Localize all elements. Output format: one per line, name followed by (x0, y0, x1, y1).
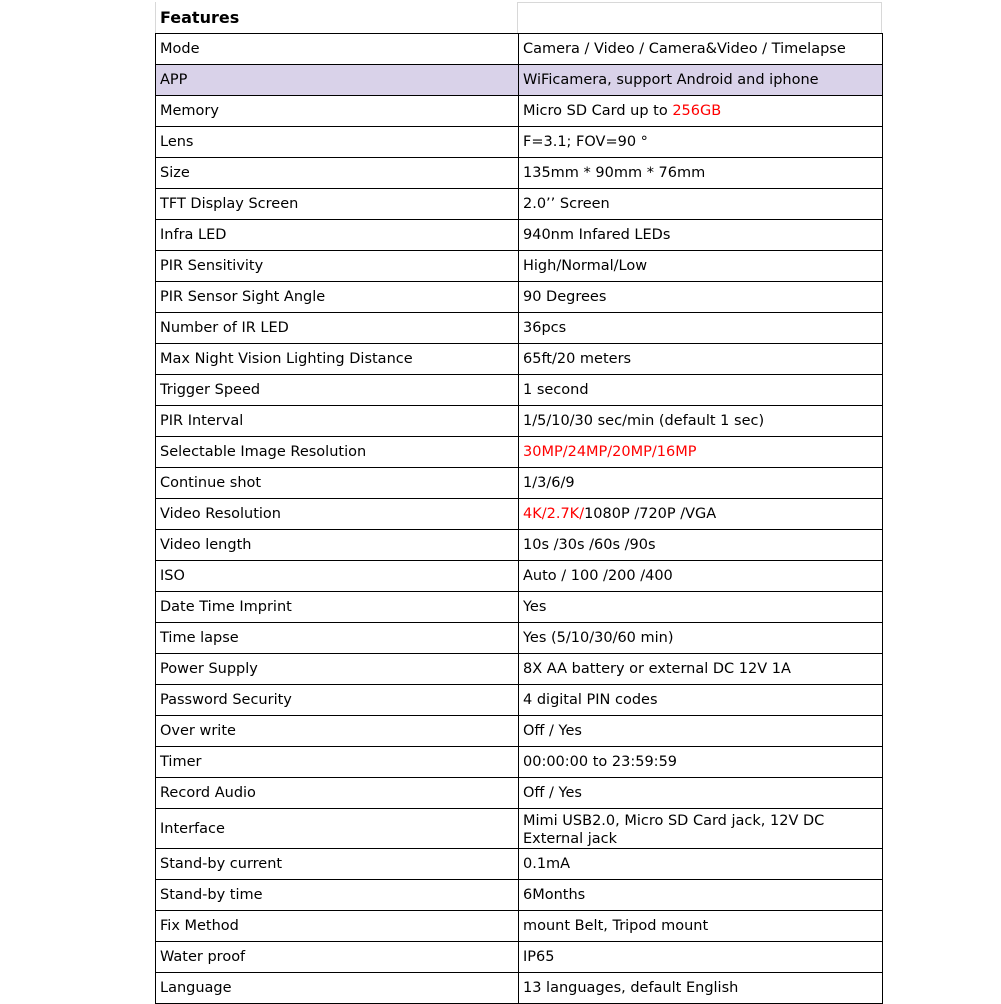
spec-key-cell[interactable]: Max Night Vision Lighting Distance (156, 344, 519, 375)
spec-row (156, 437, 883, 468)
spec-row (156, 34, 883, 65)
spec-value-cell[interactable]: Auto / 100 /200 /400 (519, 561, 883, 592)
spec-value-cell[interactable]: 90 Degrees (519, 282, 883, 313)
value-highlight-text: 4K/2.7K/ (523, 506, 585, 522)
spec-value-cell[interactable]: 1 second (519, 375, 883, 406)
spec-row (156, 685, 883, 716)
title-empty-cell[interactable] (518, 2, 882, 33)
spec-row (156, 468, 883, 499)
spec-value-cell[interactable]: 1/3/6/9 (519, 468, 883, 499)
spec-row (156, 623, 883, 654)
value-text: 1080P /720P /VGA (584, 506, 717, 522)
spec-row (156, 973, 883, 1004)
spec-row (156, 282, 883, 313)
features-title[interactable]: Features (156, 2, 518, 33)
spec-value-cell[interactable]: Off / Yes (519, 716, 883, 747)
spec-value-cell[interactable]: mount Belt, Tripod mount (519, 911, 883, 942)
spec-value-cell[interactable]: Yes (519, 592, 883, 623)
spec-value-cell[interactable]: 6Months (519, 880, 883, 911)
spec-row (156, 251, 883, 282)
spec-value-cell[interactable]: 2.0’’ Screen (519, 189, 883, 220)
spec-key-cell[interactable]: Record Audio (156, 778, 519, 809)
spec-row (156, 65, 883, 96)
spec-row (156, 654, 883, 685)
spec-key-cell[interactable]: Infra LED (156, 220, 519, 251)
spec-value-cell[interactable]: Yes (5/10/30/60 min) (519, 623, 883, 654)
spec-key-cell[interactable]: Fix Method (156, 911, 519, 942)
spec-value-cell[interactable]: Mimi USB2.0, Micro SD Card jack, 12V DC External jack (519, 809, 883, 849)
spec-row (156, 406, 883, 437)
spec-table (155, 33, 883, 1004)
spec-value-cell[interactable]: 4 digital PIN codes (519, 685, 883, 716)
spec-value-cell[interactable]: 1/5/10/30 sec/min (default 1 sec) (519, 406, 883, 437)
spec-key-cell[interactable]: Size (156, 158, 519, 189)
spec-row (156, 561, 883, 592)
spec-row (156, 911, 883, 942)
spec-row (156, 942, 883, 973)
spec-key-cell[interactable]: Timer (156, 747, 519, 778)
spec-key-cell[interactable]: Trigger Speed (156, 375, 519, 406)
spec-value-cell[interactable]: Off / Yes (519, 778, 883, 809)
spec-value-cell[interactable] (519, 96, 883, 127)
spec-value-cell[interactable]: 940nm Infared LEDs (519, 220, 883, 251)
spec-value-cell[interactable]: Camera / Video / Camera&Video / Timelapse (519, 34, 883, 65)
spec-value-cell[interactable]: 10s /30s /60s /90s (519, 530, 883, 561)
spec-key-cell[interactable]: Selectable Image Resolution (156, 437, 519, 468)
spec-key-cell[interactable]: Number of IR LED (156, 313, 519, 344)
spec-row (156, 158, 883, 189)
spec-row (156, 499, 883, 530)
spec-row (156, 880, 883, 911)
spec-key-cell[interactable]: Over write (156, 716, 519, 747)
spec-value-cell[interactable]: 0.1mA (519, 849, 883, 880)
spec-value-cell[interactable]: 36pcs (519, 313, 883, 344)
value-highlight-text: 256GB (672, 103, 722, 119)
spec-row (156, 313, 883, 344)
spec-key-cell[interactable]: ISO (156, 561, 519, 592)
spec-key-cell[interactable]: Power Supply (156, 654, 519, 685)
spec-key-cell[interactable]: Stand-by current (156, 849, 519, 880)
spec-key-cell[interactable]: Lens (156, 127, 519, 158)
spec-value-cell[interactable]: 00:00:00 to 23:59:59 (519, 747, 883, 778)
spec-key-cell[interactable]: Password Security (156, 685, 519, 716)
spec-row (156, 96, 883, 127)
spec-row (156, 809, 883, 849)
spec-key-cell[interactable]: PIR Sensor Sight Angle (156, 282, 519, 313)
spec-row (156, 778, 883, 809)
spec-row (156, 747, 883, 778)
spec-row (156, 592, 883, 623)
spec-value-cell[interactable] (519, 499, 883, 530)
value-text: Micro SD Card up to (523, 103, 673, 119)
spec-value-cell[interactable]: High/Normal/Low (519, 251, 883, 282)
spec-key-cell[interactable]: Video length (156, 530, 519, 561)
spec-row (156, 344, 883, 375)
spec-key-cell[interactable]: Language (156, 973, 519, 1004)
spec-value-cell[interactable]: 135mm * 90mm * 76mm (519, 158, 883, 189)
spec-row (156, 849, 883, 880)
spec-key-cell[interactable]: Stand-by time (156, 880, 519, 911)
spec-row (156, 220, 883, 251)
spec-value-cell[interactable] (519, 437, 883, 468)
spec-value-cell[interactable]: 13 languages, default English (519, 973, 883, 1004)
spec-key-cell[interactable]: Continue shot (156, 468, 519, 499)
spec-key-cell[interactable]: Water proof (156, 942, 519, 973)
value-highlight-text: 30MP/24MP/20MP/16MP (523, 444, 697, 460)
spec-key-cell[interactable]: Interface (156, 809, 519, 849)
spec-sheet (155, 2, 881, 1004)
spec-key-cell[interactable]: Time lapse (156, 623, 519, 654)
spec-row (156, 375, 883, 406)
spec-key-cell[interactable]: PIR Sensitivity (156, 251, 519, 282)
spec-key-cell[interactable]: PIR Interval (156, 406, 519, 437)
spec-value-cell[interactable]: WiFicamera, support Android and iphone (519, 65, 883, 96)
spec-key-cell[interactable]: Memory (156, 96, 519, 127)
spec-value-cell[interactable]: 8X AA battery or external DC 12V 1A (519, 654, 883, 685)
spec-value-cell[interactable]: F=3.1; FOV=90 ° (519, 127, 883, 158)
spec-key-cell[interactable]: Video Resolution (156, 499, 519, 530)
spec-row (156, 716, 883, 747)
spec-row (156, 127, 883, 158)
spec-key-cell[interactable]: TFT Display Screen (156, 189, 519, 220)
spec-value-cell[interactable]: 65ft/20 meters (519, 344, 883, 375)
spec-value-cell[interactable]: IP65 (519, 942, 883, 973)
spec-row (156, 189, 883, 220)
spec-key-cell[interactable]: APP (156, 65, 519, 96)
spec-key-cell[interactable]: Mode (156, 34, 519, 65)
spec-row (156, 530, 883, 561)
title-row (155, 2, 881, 33)
spec-key-cell[interactable]: Date Time Imprint (156, 592, 519, 623)
